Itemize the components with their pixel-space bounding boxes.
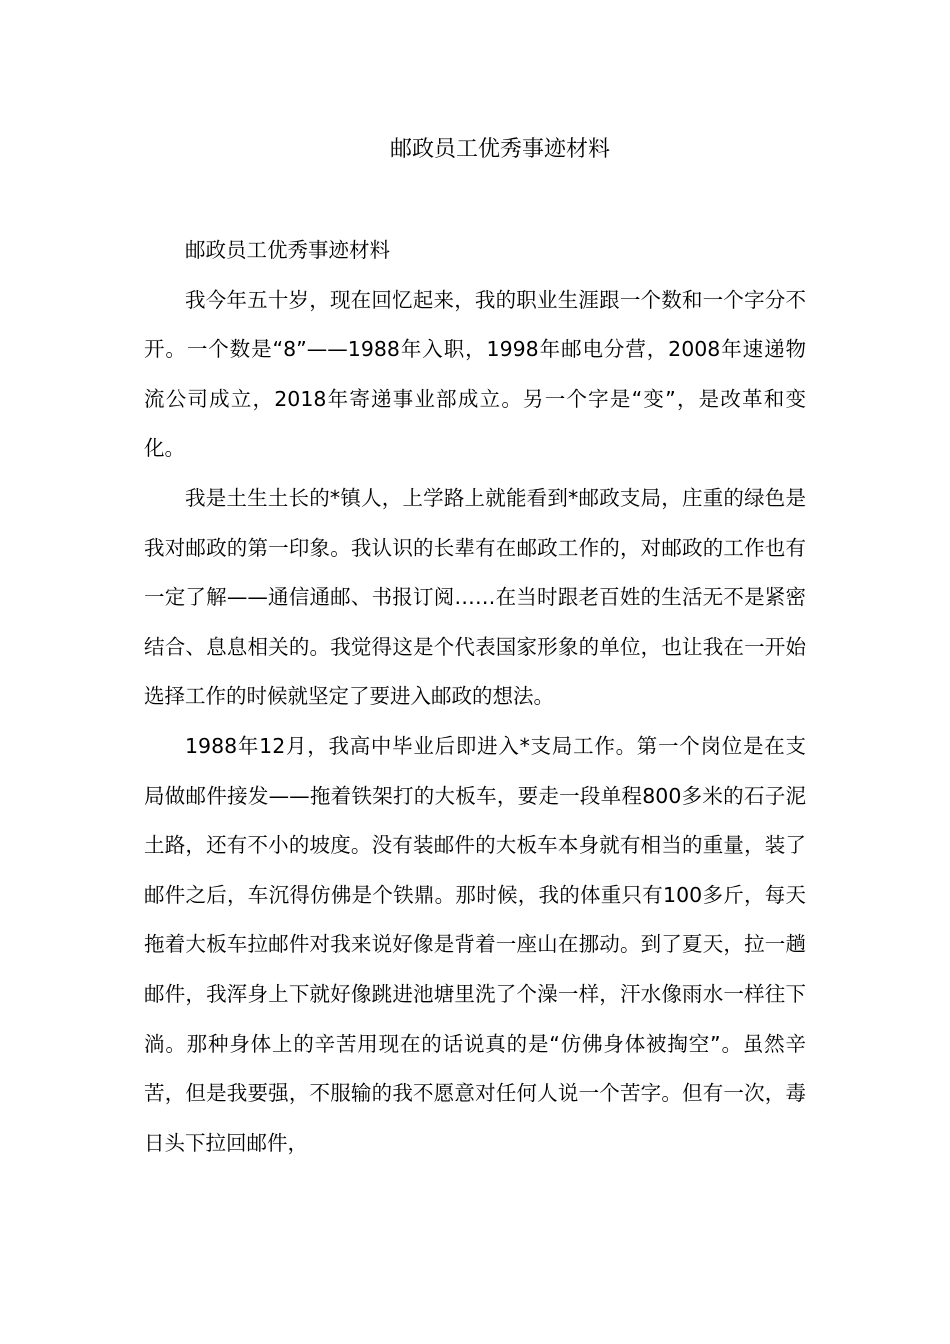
- paragraph-subtitle: 邮政员工优秀事迹材料: [185, 238, 390, 262]
- paragraph: 我是土生土长的*镇人，上学路上就能看到*邮政支局，庄重的绿色是我对邮政的第一印象。我认识的长辈有在邮政工作的，对邮政的工作也有一定了解——通信通邮、书报订阅……在当时跟老百姓的生活无不是紧密结合、息息相关的。我觉得这是个代表国家形象的单位，也让我在一开始选择工作的时候就坚定了要进入邮政的想法。: [144, 485, 806, 709]
- paragraph: 我今年五十岁，现在回忆起来，我的职业生涯跟一个数和一个字分不开。一个数是“8”——1988年入职，1998年邮电分营，2008年速递物流公司成立，2018年寄递事业部成立。另一个字是“变”，是改革和变化。: [144, 287, 806, 461]
- document-body: [144, 226, 806, 1168]
- paragraph: 1988年12月，我高中毕业后即进入*支局工作。第一个岗位是在支局做邮件接发——拖着铁架打的大板车，要走一段单程800多米的石子泥土路，还有不小的坡度。没有装邮件的大板车本身就有相当的重量，装了邮件之后，车沉得仿佛是个铁鼎。那时候，我的体重只有100多斤，每天拖着大板车拉邮件对我来说好像是背着一座山在挪动。到了夏天，拉一趟邮件，我浑身上下就好像跳进池塘里洗了个澡一样，汗水像雨水一样往下淌。那种身体上的辛苦用现在的话说真的是“仿佛身体被掏空”。虽然辛苦，但是我要强，不服输的我不愿意对任何人说一个苦字。但有一次，毒日头下拉回邮件，: [144, 733, 806, 1155]
- document-title: 邮政员工优秀事迹材料: [389, 137, 610, 162]
